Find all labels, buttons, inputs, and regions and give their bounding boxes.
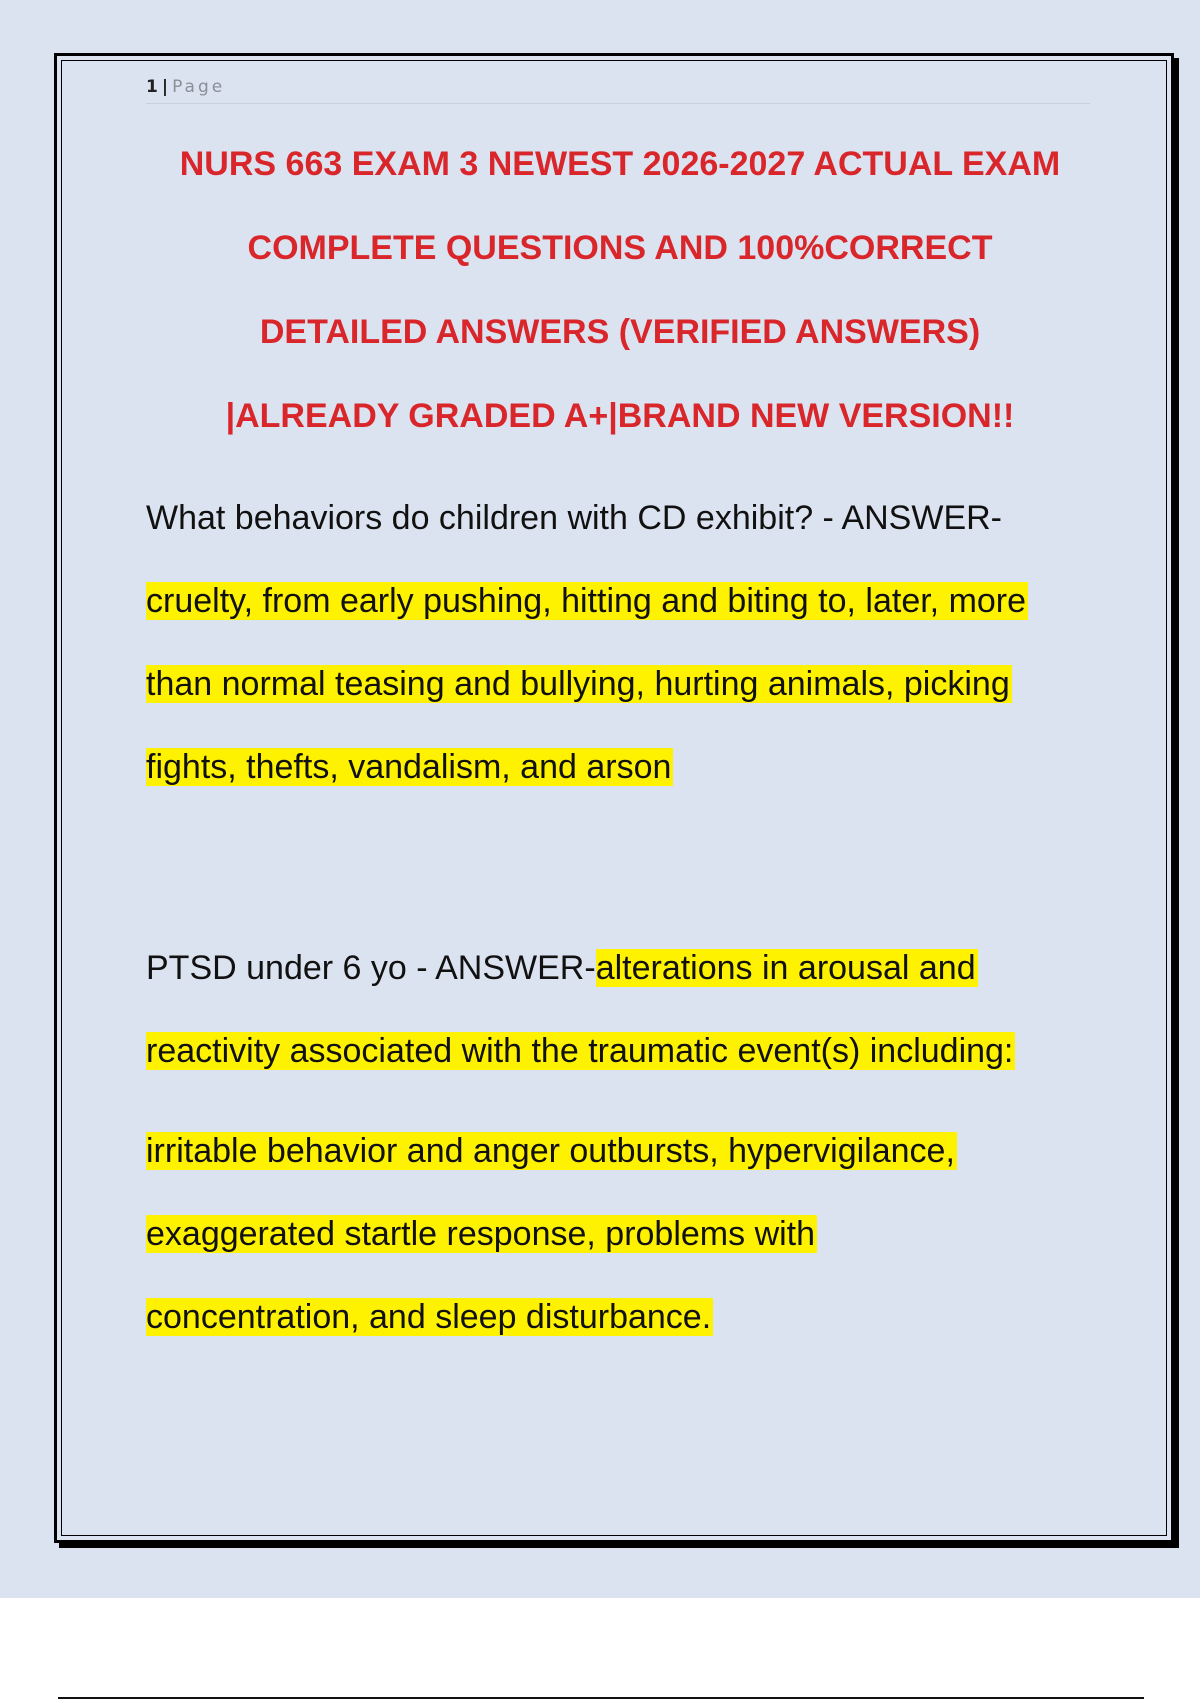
answer-text: reactivity associated with the traumatic event(s) including: bbox=[146, 1032, 1014, 1070]
qa-item-cd bbox=[146, 498, 1096, 830]
page-label: Page bbox=[172, 77, 226, 97]
answer-text: alterations in arousal and bbox=[595, 949, 976, 987]
question-text: PTSD under 6 yo - ANSWER- bbox=[146, 949, 596, 987]
page-header bbox=[146, 76, 1090, 104]
title-line: COMPLETE QUESTIONS AND 100%CORRECT bbox=[247, 229, 993, 267]
next-page-rule bbox=[58, 1697, 1144, 1699]
answer-text: concentration, and sleep disturbance. bbox=[146, 1298, 712, 1336]
answer-text: cruelty, from early pushing, hitting and biting to, later, more bbox=[146, 582, 1027, 620]
answer-text: irritable behavior and anger outbursts, hypervigilance, bbox=[146, 1132, 955, 1170]
answer-text: fights, thefts, vandalism, and arson bbox=[146, 748, 672, 786]
page-number: 1 bbox=[146, 77, 158, 97]
document-title bbox=[140, 140, 1100, 476]
title-line: NURS 663 EXAM 3 NEWEST 2026-2027 ACTUAL EXAM bbox=[179, 145, 1061, 183]
question-text: What behaviors do children with CD exhibit? - ANSWER- bbox=[146, 499, 1002, 537]
title-line: DETAILED ANSWERS (VERIFIED ANSWERS) bbox=[259, 313, 981, 351]
page-separator: | bbox=[161, 77, 169, 97]
answer-text: exaggerated startle response, problems with bbox=[146, 1215, 816, 1253]
qa-item-ptsd bbox=[146, 948, 1096, 1380]
title-line: |ALREADY GRADED A+|BRAND NEW VERSION!! bbox=[225, 397, 1015, 435]
answer-text: than normal teasing and bullying, hurting animals, picking bbox=[146, 665, 1010, 703]
